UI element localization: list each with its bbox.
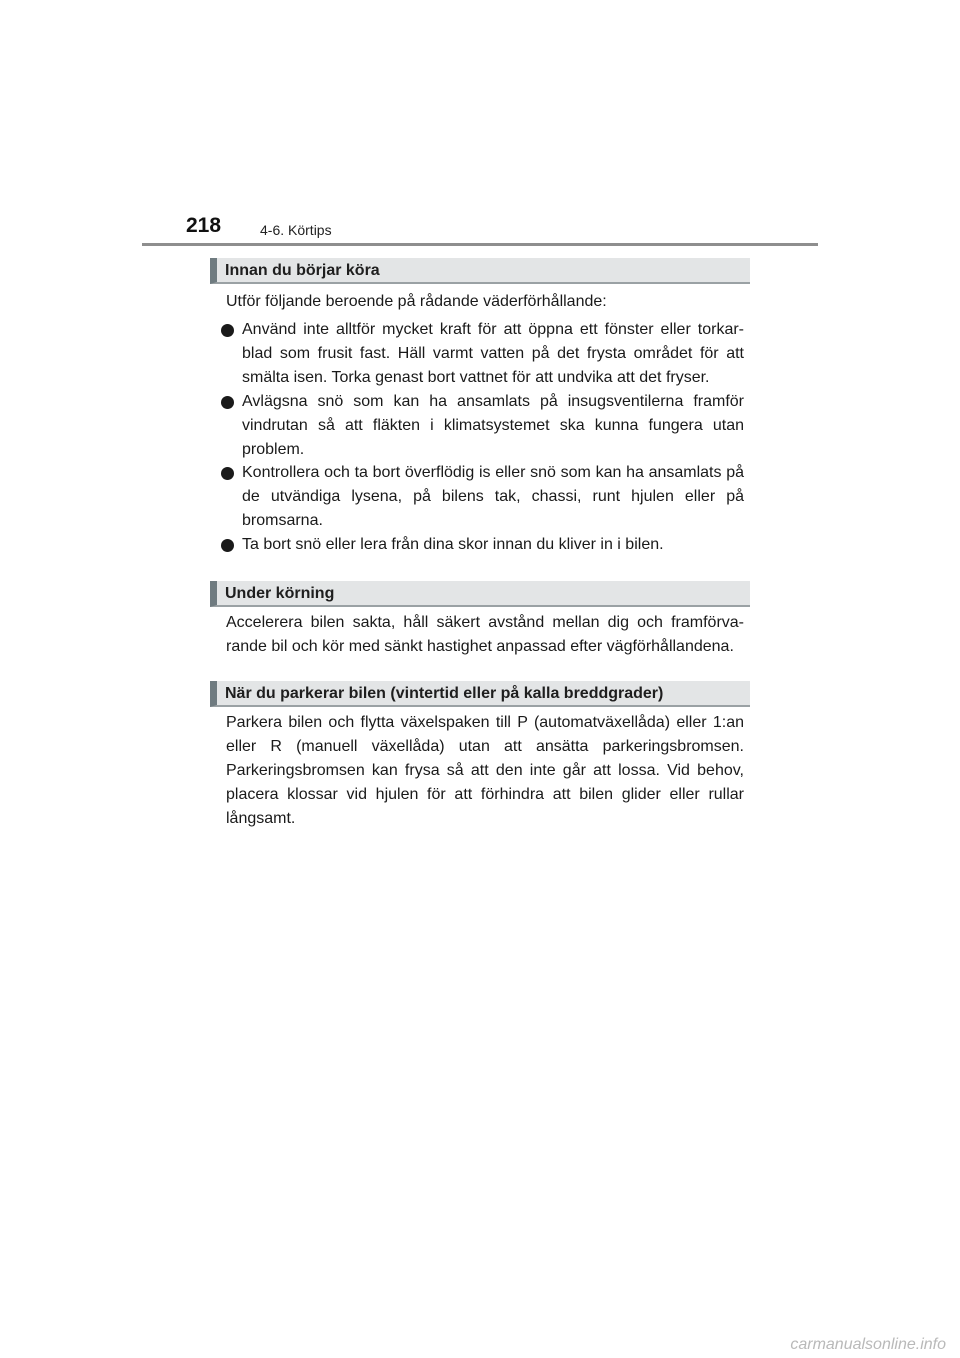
list-item-text: Använd inte alltför mycket kraft för att öppna ett fönster eller torkar-blad som frusit fast. Häll varmt vatten på det frysta området för att smälta isen. Torka genast bort vattnet för att undvika att det fryser. [242, 321, 744, 386]
section-heading-while-driving [210, 581, 750, 607]
list-item [221, 318, 744, 390]
bullet-icon [221, 467, 234, 480]
page-number: 218 [186, 214, 222, 237]
list-item [221, 390, 744, 462]
section-title: När du parkerar bilen (vintertid eller på kalla breddgrader) [225, 685, 664, 702]
header-divider [142, 243, 818, 246]
list-item-text: Kontrollera och ta bort överflödig is eller snö som kan ha ansamlats på de utvändiga lysena, på bilens tak, chassi, runt hjulen eller på bromsarna. [242, 464, 744, 529]
section-heading-before-driving [210, 258, 750, 284]
section-body: Parkera bilen och flytta växelspaken till P (automatväxellåda) eller 1:an eller R (manuell växellåda) utan att ansätta parkeringsbromsen. Parkeringsbromsen kan frysa så att den inte går att lossa. Vid behov, placera klossar vid hjulen för att förhindra att bilen glider eller rullar långsamt. [226, 714, 744, 827]
watermark: carmanualsonline.info [790, 1336, 946, 1353]
section-body: Accelerera bilen sakta, håll säkert avstånd mellan dig och framförva-rande bil och kör med sänkt hastighet anpassad efter vägförhållandena. [226, 614, 744, 655]
list-item [221, 461, 744, 533]
bullet-icon [221, 539, 234, 552]
section-heading-parking [210, 681, 750, 707]
list-item [221, 533, 744, 557]
section-intro: Utför följande beroende på rådande väderförhållande: [226, 293, 607, 310]
section-title: Under körning [225, 585, 335, 602]
list-item-text: Ta bort snö eller lera från dina skor innan du kliver in i bilen. [242, 536, 664, 553]
chapter-title: 4-6. Körtips [260, 222, 332, 238]
bullet-icon [221, 396, 234, 409]
section-title: Innan du börjar köra [225, 262, 380, 279]
list-item-text: Avlägsna snö som kan ha ansamlats på insugsventilerna framför vindrutan så att fläkten i klimatsystemet ska kunna fungera utan problem. [242, 393, 744, 458]
bullet-icon [221, 324, 234, 337]
